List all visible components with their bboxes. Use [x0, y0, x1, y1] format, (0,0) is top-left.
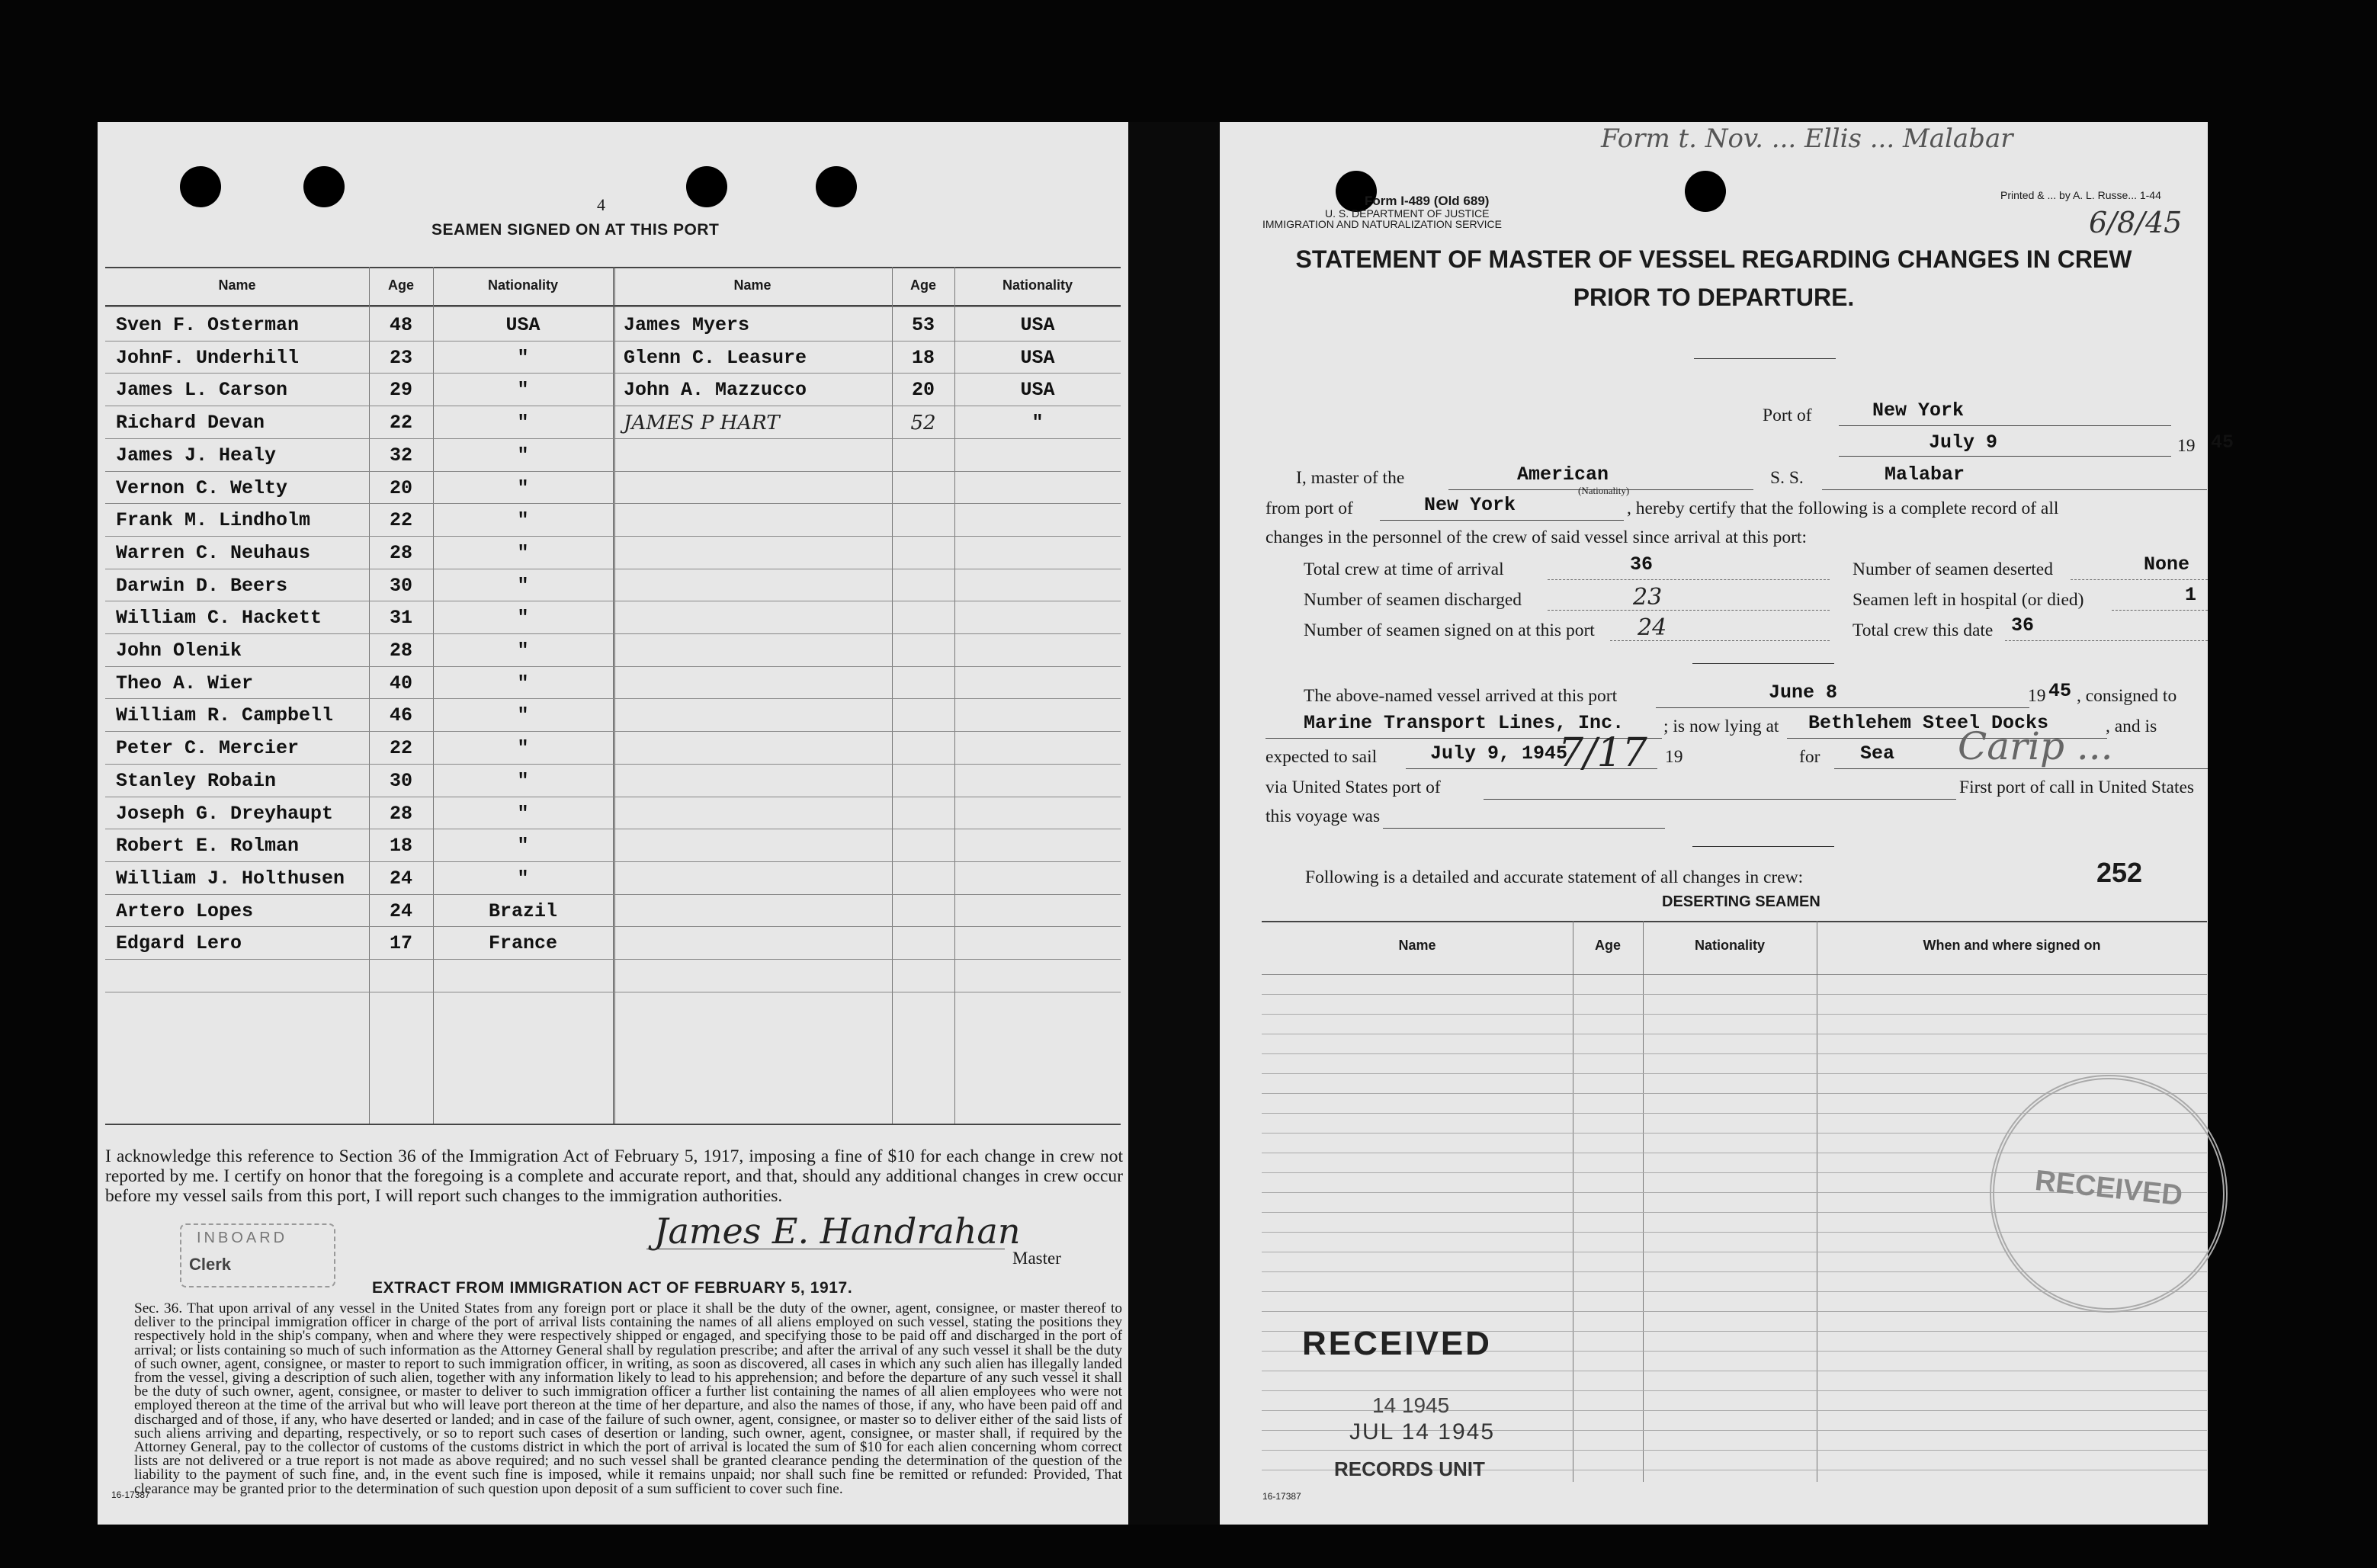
received-date: JUL 14 1945: [1349, 1419, 1496, 1445]
seaman-name: John A. Mazzucco: [624, 379, 807, 402]
form-title: STATEMENT OF MASTER OF VESSEL REGARDING CHANGES IN CREW: [1295, 245, 2132, 273]
punch-hole: [816, 166, 857, 207]
signed-on-label: Number of seamen signed on at this port: [1304, 620, 1595, 640]
form-code: 16-17387: [1262, 1491, 1301, 1502]
row-rule: [105, 861, 1121, 862]
discharged-label: Number of seamen discharged: [1304, 590, 1522, 610]
row-rule: [105, 959, 1121, 960]
seaman-name: James Myers: [624, 314, 750, 336]
seaman-nationality: ": [517, 867, 529, 890]
year-prefix: 19: [2177, 436, 2196, 456]
row-rule: [105, 731, 1121, 732]
received-stamp: RECEIVED: [1302, 1325, 1492, 1362]
seaman-nationality: USA: [1020, 379, 1055, 402]
seaman-name: James J. Healy: [116, 444, 277, 467]
seaman-nationality: ": [517, 640, 529, 662]
seaman-age: 29: [389, 379, 412, 402]
name-header: Name: [218, 277, 256, 293]
row-rule: [105, 373, 1121, 374]
seaman-nationality: ": [517, 379, 529, 402]
nationality-label: (Nationality): [1578, 485, 1630, 496]
seaman-age: 24: [389, 899, 412, 922]
expected-label: expected to sail: [1265, 747, 1378, 767]
records-unit-stamp: RECORDS UNIT: [1334, 1457, 1485, 1480]
right-page: [1220, 122, 2234, 1525]
page-number: 4: [597, 195, 605, 214]
seaman-age: 48: [389, 314, 412, 336]
seaman-age: 46: [389, 704, 412, 727]
port-value: New York: [1872, 399, 1965, 422]
seaman-nationality: ": [517, 704, 529, 727]
received-date-faint: 14 1945: [1372, 1393, 1450, 1417]
hospital-value: 1: [2185, 584, 2197, 606]
seaman-name: John Olenik: [116, 640, 242, 662]
seaman-name: Richard Devan: [116, 412, 265, 434]
seaman-name: Artero Lopes: [116, 899, 254, 922]
vessel-value: Malabar: [1885, 463, 1965, 486]
first-port-label: First port of call in United States: [1959, 778, 2195, 797]
document-number: 252: [2096, 857, 2143, 888]
when-where-header: When and where signed on: [1923, 938, 2101, 953]
seaman-age: 18: [389, 835, 412, 858]
expected-year-prefix: 19: [1665, 747, 1683, 767]
seaman-nationality: France: [488, 932, 557, 955]
seaman-name: Vernon C. Welty: [116, 476, 288, 499]
row-rule: [1262, 1390, 2207, 1391]
seaman-age: 40: [389, 672, 412, 694]
total-crew-arrival-value: 36: [1630, 553, 1654, 576]
via-label: via United States port of: [1265, 778, 1441, 797]
seaman-name: Glenn C. Leasure: [624, 346, 807, 369]
seaman-nationality: ": [1031, 412, 1044, 434]
section-36-text: Sec. 36. That upon arrival of any vessel in the United States from any foreign port or place it shall be the duty of the owner, agent, consignee, or master thereof to deliver to the principal immigration officer in charge of the port of arrival lists containing the names of all aliens employed on such vessel, stating the positions they respectively hold in the ship's company, when and where they were respectively shipped or engaged, and specifying those to be paid off and discharged in the port of arrival; or lists containing so much of such information as the Attorney General shall by regulation prescribe; and after the arrival of any such vessel it shall be the duty of such owner, agent, consignee, or master to report to such immigration officer, in writing, as soon as discovered, all cases in which any such alien has illegally landed from the vessel, giving a description of such alien, together with any information likely to lead to his apprehension; and before the departure of any such vessel it shall be the duty of such owner, agent, consignee, or master to deliver to such immigration officer a further list containing the names of all alien employees who were not employed thereon at the time of the arrival but who will leave port thereon at the time of her departure, and also the names of those, if any, who have been paid off and discharged and of those, if any, who have deserted or landed; and in case of the failure of such owner, agent, consignee, or master so to deliver either of the said lists of such aliens arriving and departing, respectively, or so to report such cases of desertion or landing, such owner, agent, consignee, or master shall, if required by the Attorney General, pay to the collector of customs of the customs district in which the port of arrival is located the sum of $10 for each alien concerning whom correct lists are not delivered or a true report is not made as above required; and no such vessel shall be granted clearance pending the determination of the question of the liability to the payment of such fine, and, in the event such fine is imposed, while it remains unpaid; nor shall such fine be remitted or refunded: Provided, That clearance may be granted prior to the determination of such question upon deposit of a sum sufficient to cover such fine.: [134, 1300, 1122, 1497]
voyage-label: this voyage was: [1265, 806, 1381, 826]
seaman-nationality: ": [517, 607, 529, 630]
seaman-name: JAMES P HART: [624, 412, 780, 435]
deserting-seamen-title: DESERTING SEAMEN: [1662, 893, 1820, 910]
changes-text: changes in the personnel of the crew of said vessel since arrival at this port:: [1265, 527, 1807, 547]
row-rule: [1262, 1450, 2207, 1451]
name-header: Name: [1398, 938, 1436, 953]
destination-handwritten: Carip ...: [1958, 724, 2113, 768]
nationality-value: American: [1517, 463, 1609, 486]
row-rule: [105, 926, 1121, 927]
consignee-value: Marine Transport Lines, Inc.: [1304, 712, 1625, 734]
seaman-name: Edgard Lero: [116, 932, 242, 955]
nationality-header: Nationality: [1002, 277, 1073, 293]
punch-hole: [1685, 171, 1726, 212]
nationality-header: Nationality: [487, 277, 558, 293]
seaman-nationality: USA: [1020, 314, 1055, 336]
seaman-nationality: ": [517, 574, 529, 597]
seaman-age: 22: [389, 737, 412, 760]
arrived-value: June 8: [1769, 681, 1838, 704]
punch-hole: [180, 166, 221, 207]
seaman-age: 28: [389, 640, 412, 662]
seaman-name: Peter C. Mercier: [116, 737, 300, 760]
seaman-name: Darwin D. Beers: [116, 574, 288, 597]
nationality-header: Nationality: [1694, 938, 1765, 953]
seaman-age: 30: [389, 769, 412, 792]
age-header: Age: [1594, 938, 1621, 953]
expected-handwritten: 7/17: [1558, 730, 1647, 776]
row-rule: [1262, 1311, 2207, 1312]
seaman-age: 18: [911, 346, 935, 369]
seaman-nationality: Brazil: [488, 899, 557, 922]
left-page: [98, 122, 1128, 1525]
seaman-age: 22: [389, 412, 412, 434]
seaman-nationality: ": [517, 476, 529, 499]
seaman-name: Robert E. Rolman: [116, 835, 300, 858]
department: U. S. DEPARTMENT OF JUSTICE: [1325, 207, 1490, 220]
row-rule: [1262, 994, 2207, 995]
row-rule: [105, 633, 1121, 634]
total-crew-arrival-label: Total crew at time of arrival: [1304, 560, 1504, 579]
clerk-label: Clerk: [189, 1255, 232, 1274]
seaman-name: Frank M. Lindholm: [116, 509, 311, 532]
seaman-age: 22: [389, 509, 412, 532]
seaman-nationality: USA: [505, 314, 541, 336]
from-port-value: New York: [1424, 494, 1516, 516]
age-header: Age: [387, 277, 414, 293]
seaman-age: 23: [389, 346, 412, 369]
seaman-name: William C. Hackett: [116, 607, 322, 630]
extract-title: EXTRACT FROM IMMIGRATION ACT OF FEBRUARY 5, 1917.: [372, 1279, 853, 1297]
seaman-age: 28: [389, 802, 412, 825]
seaman-nationality: ": [517, 412, 529, 434]
ss-label: S. S.: [1770, 468, 1804, 488]
expected-value: July 9, 1945: [1430, 742, 1568, 765]
row-rule: [105, 438, 1121, 439]
seaman-name: Warren C. Neuhaus: [116, 541, 311, 564]
seaman-nationality: USA: [1020, 346, 1055, 369]
row-rule: [1262, 1073, 2207, 1074]
arrived-label: The above-named vessel arrived at this port: [1304, 686, 1618, 706]
seaman-name: William J. Holthusen: [116, 867, 345, 890]
seaman-name: William R. Campbell: [116, 704, 334, 727]
seaman-nationality: ": [517, 672, 529, 694]
seaman-age: 53: [911, 314, 935, 336]
round-stamp-text: RECEIVED: [2033, 1164, 2184, 1213]
seaman-nationality: ": [517, 444, 529, 467]
seaman-age: 17: [389, 932, 412, 955]
received-round-stamp: [1990, 1075, 2228, 1313]
lying-label: ; is now lying at: [1663, 717, 1779, 736]
following-label: Following is a detailed and accurate statement of all changes in crew:: [1305, 867, 1804, 887]
acknowledgement-text: I acknowledge this reference to Section 36 of the Immigration Act of February 5, 1917, imposing a fine of $10 for each change in crew not reported by me. I certify on honor that the foregoing is a complete and accurate report, and that, should any additional changes in crew occur before my vessel sails from this port, I will report such changes to the immigration authorities.: [105, 1146, 1123, 1206]
seaman-age: 28: [389, 541, 412, 564]
seamen-signed-title: SEAMEN SIGNED ON AT THIS PORT: [431, 221, 720, 239]
from-port-label: from port of: [1265, 499, 1353, 518]
master-signature: James E. Handrahan: [654, 1210, 1021, 1252]
row-rule: [105, 666, 1121, 667]
arrived-year-prefix: 19: [2028, 686, 2046, 706]
seaman-age: 52: [910, 412, 936, 435]
seaman-name: Joseph G. Dreyhaupt: [116, 802, 334, 825]
master-of-label: I, master of the: [1296, 468, 1405, 488]
handwritten-annotation: Form t. Nov. ... Ellis ... Malabar: [1601, 123, 2013, 154]
port-label: Port of: [1763, 406, 1812, 425]
seaman-name: James L. Carson: [116, 379, 288, 402]
seaman-age: 32: [389, 444, 412, 467]
destination-value: Sea: [1860, 742, 1895, 765]
consigned-label: , consigned to: [2077, 686, 2177, 706]
form-code: 16-17387: [111, 1489, 150, 1500]
row-rule: [105, 503, 1121, 504]
service: IMMIGRATION AND NATURALIZATION SERVICE: [1262, 218, 1502, 230]
seaman-nationality: ": [517, 769, 529, 792]
deserted-value: None: [2144, 553, 2190, 576]
binding-gap: [1128, 122, 1220, 1525]
row-rule: [105, 698, 1121, 699]
signed-on-value: 24: [1638, 614, 1667, 641]
master-label: Master: [1012, 1249, 1061, 1268]
seaman-name: JohnF. Underhill: [116, 346, 300, 369]
for-label: for: [1799, 747, 1820, 767]
seaman-nationality: ": [517, 346, 529, 369]
seaman-age: 20: [389, 476, 412, 499]
seaman-name: Stanley Robain: [116, 769, 277, 792]
discharged-value: 23: [1633, 584, 1663, 611]
form-subtitle: PRIOR TO DEPARTURE.: [1573, 284, 1855, 311]
deserted-label: Number of seamen deserted: [1853, 560, 2053, 579]
inboard-stamp-text: INBOARD: [197, 1230, 288, 1246]
seaman-nationality: ": [517, 835, 529, 858]
seaman-nationality: ": [517, 541, 529, 564]
year-value: 45: [2211, 431, 2234, 454]
lying-at-value: Bethlehem Steel Docks: [1808, 712, 2049, 734]
seaman-age: 20: [911, 379, 935, 402]
total-this-date-label: Total crew this date: [1853, 620, 1994, 640]
printer-line: Printed & ... by A. L. Russe... 1-44: [2000, 189, 2161, 201]
and-is-label: , and is: [2106, 717, 2157, 736]
row-rule: [105, 764, 1121, 765]
certify-text: , hereby certify that the following is a complete record of all: [1627, 499, 2059, 518]
row-rule: [1262, 1053, 2207, 1054]
punch-hole: [303, 166, 345, 207]
seaman-age: 24: [389, 867, 412, 890]
seaman-nationality: ": [517, 802, 529, 825]
seaman-nationality: ": [517, 509, 529, 532]
row-rule: [105, 471, 1121, 472]
row-rule: [1262, 1014, 2207, 1015]
seaman-name: Theo A. Wier: [116, 672, 254, 694]
row-rule: [105, 536, 1121, 537]
age-header: Age: [909, 277, 936, 293]
row-rule: [105, 894, 1121, 895]
arrived-year-value: 45: [2048, 680, 2072, 702]
seaman-age: 30: [389, 574, 412, 597]
seamen-table: [105, 267, 1121, 1124]
seaman-name: Sven F. Osterman: [116, 314, 300, 336]
total-this-date-value: 36: [2011, 614, 2035, 636]
seaman-age: 31: [389, 607, 412, 630]
name-header: Name: [733, 277, 771, 293]
handwritten-date: 6/8/45: [2089, 206, 2183, 239]
form-number: Form I-489 (Old 689): [1365, 194, 1490, 208]
seaman-nationality: ": [517, 737, 529, 760]
date-value: July 9: [1929, 431, 1998, 454]
punch-hole: [686, 166, 727, 207]
hospital-label: Seamen left in hospital (or died): [1853, 590, 2084, 610]
